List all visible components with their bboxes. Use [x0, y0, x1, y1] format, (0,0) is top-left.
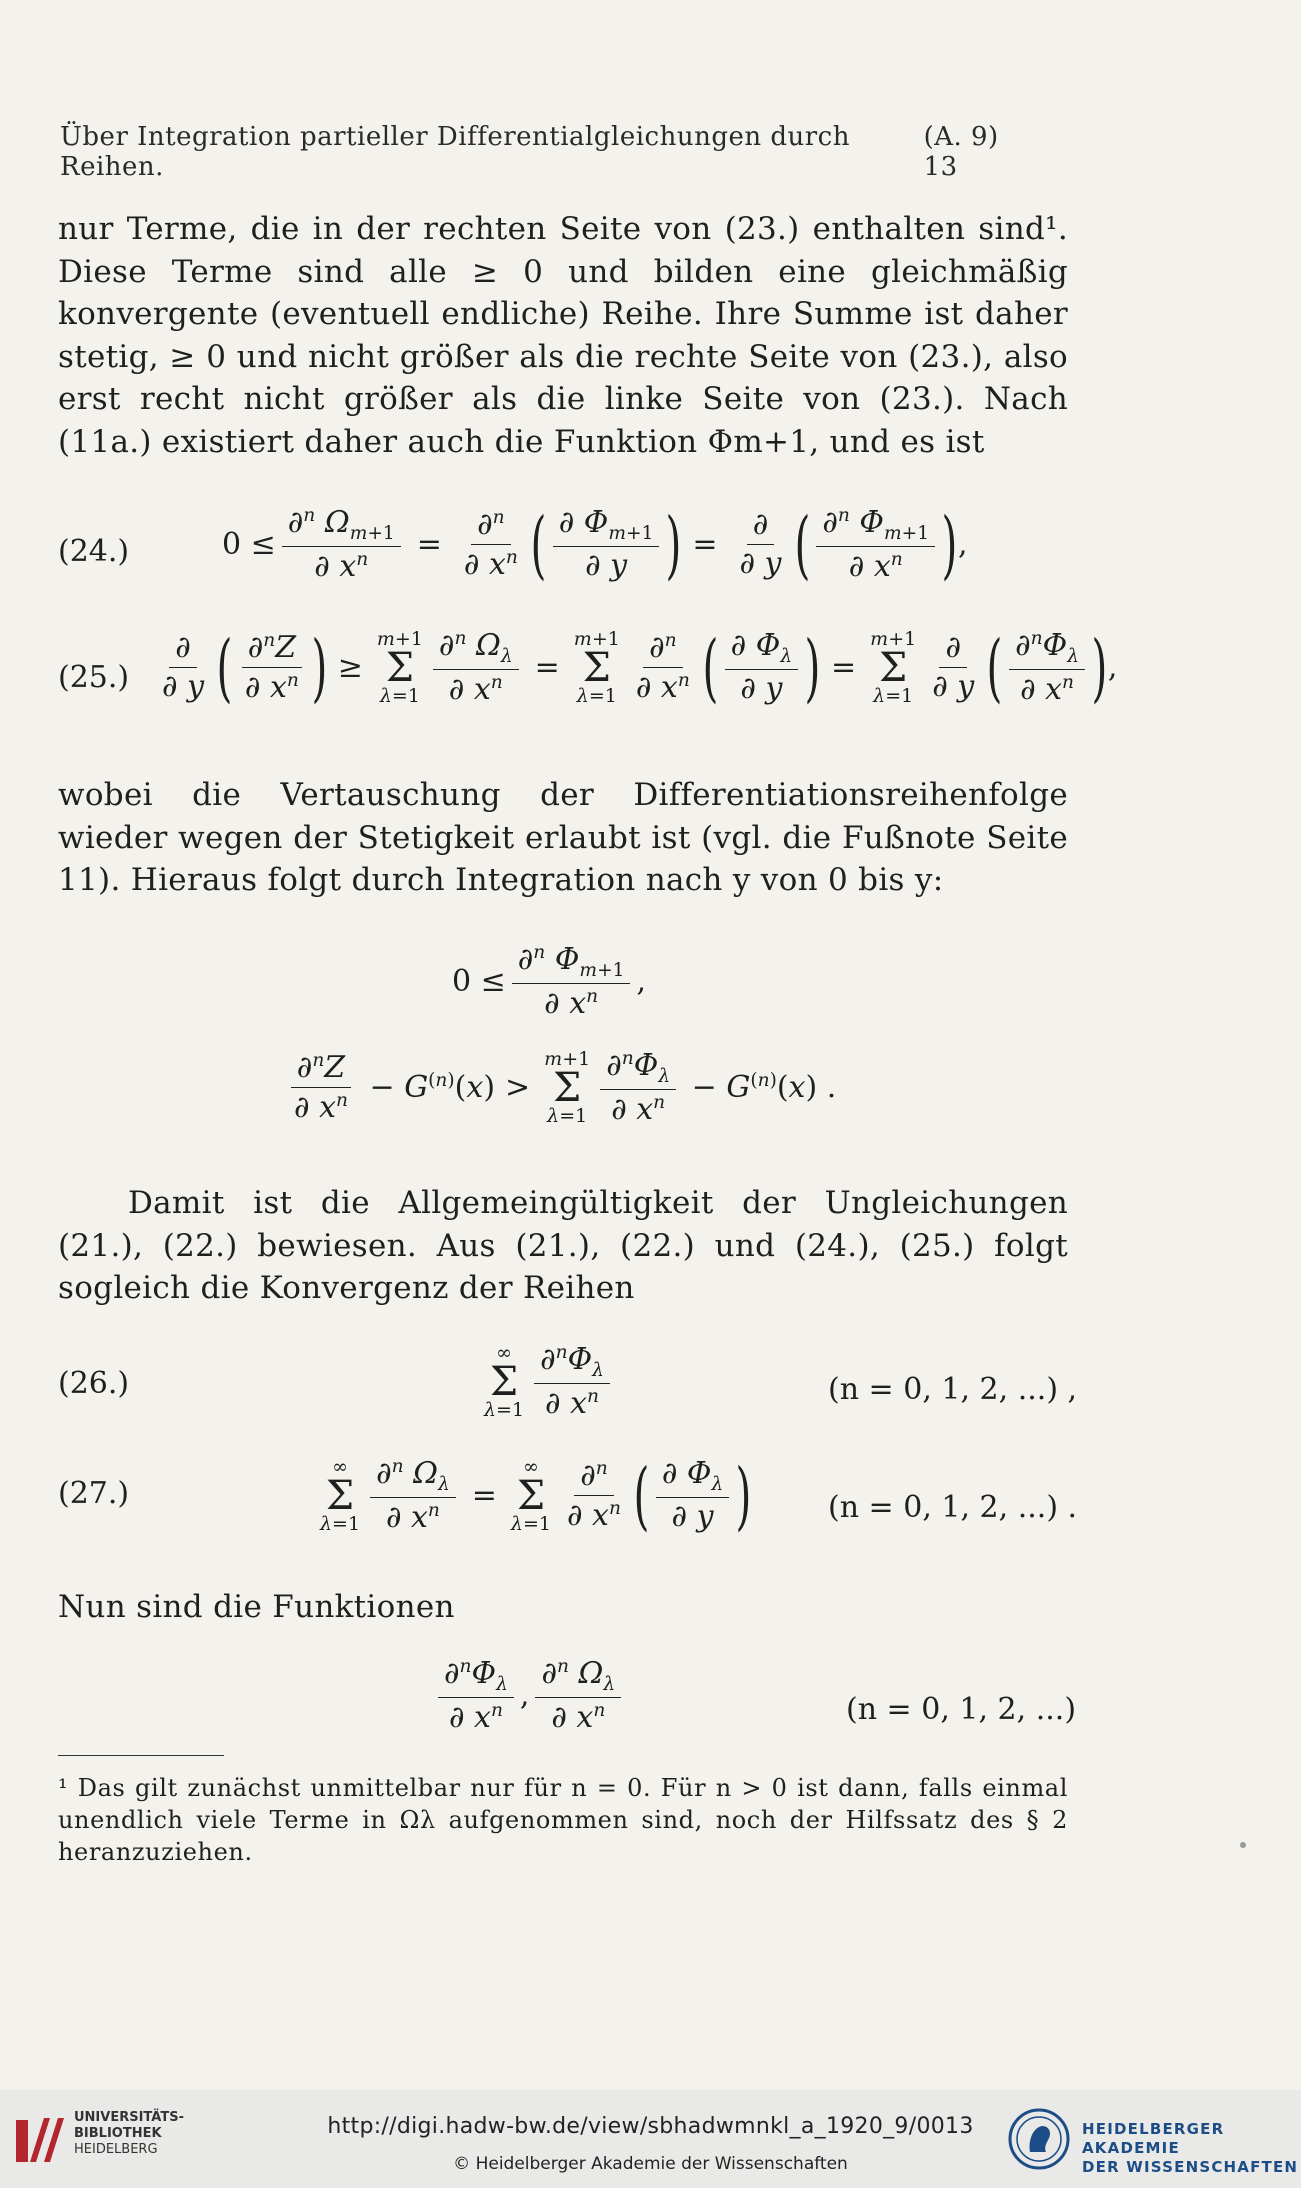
university-library-name[interactable]: UNIVERSITÄTS- BIBLIOTHEK HEIDELBERG: [74, 2110, 184, 2157]
header-page-number: 13: [923, 152, 958, 182]
condition-27: (n = 0, 1, 2, ...) .: [828, 1490, 1078, 1525]
paragraph-1-text: nur Terme, die in der rechten Seite von (23.) enthalten sind¹. Diese Terme sind alle ≥ 0 und bilden eine gleichmäßig konvergente (eventuell endliche) Reihe. Ihre Summe ist daher stetig, ≥ 0 und nicht größer als die rechte Seite von (23.), also erst recht nicht größer als die linke Seite von (23.). Nach (11a.) existiert daher auch die Funktion Φm+1, und es ist: [58, 211, 1068, 460]
header-title: Über Integration partieller Differentialgleichungen durch Reihen.: [60, 122, 850, 182]
equation-24: 0 ≤ $\frac{\partial^n \Omega_{m+1}}{\partial x^n}$ = $\frac{\partial^n}{\partial x^n}$ ( $\frac{\partial \Phi_{m+1}}{\partial y}$ ) = $\frac{\partial}{\partial y}$ ( $\frac{\partial^n \Phi_{m+1}}{\partial x^n}$ ) ,: [222, 501, 968, 588]
viewer-footer: [0, 2090, 1301, 2188]
paragraph-4: [58, 1586, 1068, 1629]
academy-seal-icon[interactable]: [1008, 2108, 1070, 2170]
inequality-phi: 0 ≤ $\frac{\partial^n \Phi_{m+1}}{\partial x^n}$ ,: [452, 942, 647, 1022]
running-header: [60, 122, 1070, 182]
equation-number-27: (27.): [58, 1476, 130, 1511]
copyright-notice: © Heidelberger Akademie der Wissenschaften: [453, 2154, 848, 2174]
paragraph-2: [58, 774, 1068, 902]
header-ref-page: [924, 122, 1070, 182]
equation-25: $\frac{\partial}{\partial y}$ ( $\frac{\partial^nZ}{\partial x^n}$ ) ≥ m+1 Σ λ=1 $\frac{\partial^n \Omega_\lambda}{\partial x^n}$ = m+1 Σ λ=1 $\frac{\partial^n}{\partial x^n}$ ( $\frac{\partial \Phi_\lambda}{\partial y}$ ) = m+1 Σ λ=1 $\frac{\partial}{\partial y}$ ( $\frac{\partial^n\Phi_\lambda}{\partial x^n}$ ) ,: [162, 624, 1118, 711]
academy-name[interactable]: HEIDELBERGER AKADEMIE DER WISSENSCHAFTEN: [1082, 2120, 1299, 2176]
scan-speck: [1240, 1842, 1246, 1848]
condition-26: (n = 0, 1, 2, ...) ,: [828, 1372, 1078, 1407]
equation-number-25: (25.): [58, 660, 130, 695]
footnote-text: ¹ Das gilt zunächst unmittelbar nur für n = 0. Für n > 0 ist dann, falls einmal unendlich viele Terme in Ωλ aufgenommen sind, noch der Hilfssatz des § 2 heranzuziehen.: [58, 1774, 1068, 1866]
paragraph-1: [58, 208, 1068, 463]
paragraph-3-text: Damit ist die Allgemeingültigkeit der Ungleichungen (21.), (22.) bewiesen. Aus (21.), (22.) und (24.), (25.) folgt sogleich die Konvergenz der Reihen: [58, 1185, 1068, 1306]
inequality-z: $\frac{\partial^nZ}{\partial x^n}$ − $G^{(n)}(x)$ > m+1 Σ λ=1 $\frac{\partial^n\Phi_\lambda}{\partial x^n}$ − $G^{(n)}(x)$ .: [282, 1048, 836, 1128]
paragraph-3: [58, 1182, 1068, 1310]
permalink-url[interactable]: http://digi.hadw-bw.de/view/sbhadwmnkl_a_1920_9/0013: [327, 2114, 974, 2139]
equation-27: ∞ Σ λ=1 $\frac{\partial^n \Omega_\lambda}{\partial x^n}$ = ∞ Σ λ=1 $\frac{\partial^n}{\partial x^n}$ ( $\frac{\partial \Phi_\lambda}{\partial y}$ ): [320, 1452, 752, 1539]
equation-26: ∞ Σ λ=1 $\frac{\partial^n\Phi_\lambda}{\partial x^n}$: [480, 1342, 616, 1422]
paragraph-4-text: Nun sind die Funktionen: [58, 1589, 455, 1625]
equation-number-24: (24.): [58, 534, 130, 569]
equation-number-26: (26.): [58, 1366, 130, 1401]
footnote-rule: [58, 1755, 224, 1756]
condition-28: (n = 0, 1, 2, ...): [846, 1692, 1077, 1727]
paragraph-2-text: wobei die Vertauschung der Differentiationsreihenfolge wieder wegen der Stetigkeit erlaubt ist (vgl. die Fußnote Seite 11). Hieraus folgt durch Integration nach y von 0 bis y:: [58, 777, 1068, 898]
functions-list: $\frac{\partial^n\Phi_\lambda}{\partial x^n}$ , $\frac{\partial^n \Omega_\lambda}{\partial x^n}$: [432, 1656, 627, 1736]
header-ref: (A. 9): [923, 122, 999, 152]
footnote: [58, 1772, 1068, 1868]
